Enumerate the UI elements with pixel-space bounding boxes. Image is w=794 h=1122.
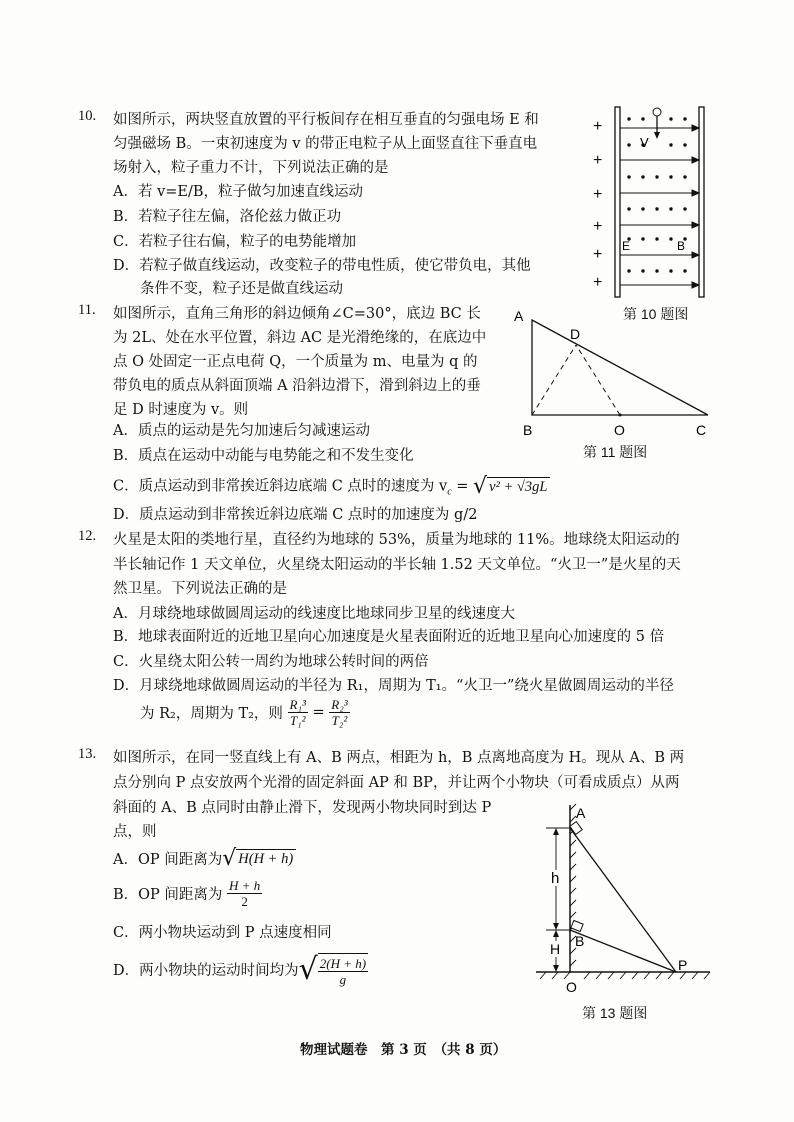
option-b: B．若粒子往左偏，洛伦兹力做正功	[113, 209, 342, 225]
label-b: B	[575, 933, 585, 949]
question-stem-line: 然卫星。下列说法正确的是	[113, 581, 287, 597]
triangle-abc	[532, 320, 708, 415]
question-stem-line: 点 O 处固定一正点电荷 Q，一个质量为 m、电量为 q 的	[113, 354, 478, 370]
option-d: D．月球绕地球做圆周运动的半径为 R₁，周期为 T₁。“火卫一”绕火星做圆周运动的半径	[113, 678, 674, 694]
question-stem-line: 为 2L、处在水平位置，斜边 AC 是光滑绝缘的，在底边中	[113, 330, 487, 346]
option-c	[113, 474, 550, 499]
option-c: C．若粒子往右偏，粒子的电势能增加	[113, 234, 357, 250]
option-a: A．质点的运动是先匀加速后匀减速运动	[113, 423, 370, 439]
question-stem-line: 场射入，粒子重力不计，下列说法正确的是	[113, 160, 389, 176]
option-d-continued: 条件不变，粒子还是做直线运动	[140, 281, 343, 297]
dashed-bd	[532, 345, 576, 415]
label-b: B	[523, 422, 533, 438]
question-stem-line: 半长轴记作 1 天文单位，火星绕太阳运动的半长轴 1.52 天文单位。“火卫一”是火星的天	[113, 557, 681, 573]
question-number: 10.	[78, 108, 97, 124]
svg-text:+: +	[593, 218, 603, 235]
fraction-r1-t1: $\frac{\text{R₁³}}{\text{T₁²}}$	[289, 697, 306, 728]
figure-10-caption: 第 10 题图	[623, 306, 689, 322]
radicand: v² + √3gL	[487, 477, 550, 496]
label-e: E	[622, 239, 631, 253]
option-b-text: B．OP 间距离为	[113, 887, 223, 903]
question-stem-line: 带负电的质点从斜面顶端 A 沿斜边滑下，滑到斜边上的垂	[113, 378, 481, 394]
radical-sign: √	[473, 474, 488, 499]
label-h: h	[551, 870, 560, 887]
label-b: B	[677, 239, 686, 253]
right-plate	[699, 107, 704, 297]
ground-hatching	[540, 972, 710, 979]
subscript-c: c	[447, 486, 452, 498]
fraction-h-over-2: $\frac{H + h}{2}$	[229, 878, 261, 909]
label-o: O	[566, 979, 577, 995]
plus-signs	[593, 118, 602, 291]
option-d-text: 为 R₂，周期为 T₂，则	[140, 706, 283, 722]
figure-13-caption: 第 13 题图	[582, 1005, 648, 1021]
label-a: A	[514, 308, 524, 324]
option-a: A．月球绕地球做圆周运动的线速度比地球同步卫星的线速度大	[113, 606, 515, 622]
label-v: V	[640, 135, 649, 150]
fraction-2h-over-g: $\frac{2(H + h)}{g}$	[318, 953, 368, 987]
figure-13	[528, 800, 733, 1000]
label-p: P	[678, 957, 688, 973]
label-o: O	[614, 422, 625, 438]
figure-11-caption: 第 11 题图	[583, 444, 648, 460]
label-hh: H	[550, 941, 561, 957]
question-stem-line: 点，则	[113, 824, 157, 840]
label-a: A	[576, 805, 586, 821]
option-d-text: D．两小物块的运动时间均为	[113, 963, 299, 979]
question-number: 12.	[78, 528, 97, 544]
option-d: D．质点运动到非常挨近斜边底端 C 点时的加速度为 g/2	[113, 507, 478, 523]
svg-text:+: +	[593, 186, 603, 203]
electric-field-lines	[620, 125, 699, 288]
label-d: D	[570, 326, 581, 342]
equals-sign: =	[451, 478, 474, 495]
sqrt-expression	[222, 846, 296, 871]
option-b	[113, 878, 262, 909]
question-stem-line: 匀强磁场 B。一束初速度为 v 的带正电粒子从上面竖直往下垂直电	[113, 136, 538, 152]
option-a-text: A．OP 间距离为	[113, 852, 223, 868]
fraction-r2-t2: $\frac{\text{R₂³}}{\text{T₂²}}$	[331, 697, 348, 728]
figure-10	[585, 105, 720, 305]
option-a: A．若 v=E/B，粒子做匀加速直线运动	[113, 184, 364, 200]
radicand: H(H + h)	[236, 849, 296, 868]
block-b	[571, 920, 583, 931]
svg-text:+: +	[593, 152, 603, 169]
svg-text:+: +	[593, 118, 603, 135]
particle	[653, 108, 661, 116]
sqrt-expression	[473, 474, 550, 499]
option-c: C．火星绕太阳公转一周约为地球公转时间的两倍	[113, 654, 429, 670]
option-c-text: C．质点运动到非常挨近斜边底端 C 点时的速度为 v	[113, 478, 448, 495]
sqrt-fraction	[299, 952, 368, 987]
question-number: 11.	[78, 302, 96, 318]
option-c: C．两小物块运动到 P 点速度相同	[113, 925, 332, 941]
option-d-continued	[140, 697, 350, 728]
question-number: 13.	[78, 746, 97, 762]
option-a	[113, 846, 296, 871]
svg-text:+: +	[593, 246, 603, 263]
question-stem-line: 火星是太阳的类地行星，直径约为地球的 53%，质量为地球的 11%。地球绕太阳运动的	[113, 532, 680, 548]
option-b: B．质点在运动中动能与电势能之和不发生变化	[113, 448, 414, 464]
question-stem-line: 斜面的 A、B 点同时由静止滑下，发现两小物块同时到达 P	[113, 800, 492, 816]
question-stem-line: 如图所示，两块竖直放置的平行板间存在相互垂直的匀强电场 E 和	[113, 112, 539, 128]
option-b: B．地球表面附近的近地卫星向心加速度是火星表面附近的近地卫星向心加速度的 5 倍	[113, 629, 665, 645]
question-stem-line: 足 D 时速度为 v。则	[113, 402, 249, 418]
left-plate	[615, 107, 620, 297]
svg-text:+: +	[593, 274, 603, 291]
question-stem-line: 如图所示，在同一竖直线上有 A、B 两点，相距为 h，B 点离地高度为 H。现从 A、B 两	[113, 750, 685, 766]
figure-11	[510, 305, 720, 440]
equals-sign: =	[312, 704, 325, 721]
radical-sign: √	[298, 952, 318, 987]
question-stem-line: 点分别向 P 点安放两个光滑的固定斜面 AP 和 BP，并让两个小物块（可看成质点）从两	[113, 775, 680, 791]
page-footer: 物理试题卷 第 3 页 （共 8 页）	[300, 1042, 507, 1058]
radical-sign: √	[222, 846, 237, 871]
option-d: D．若粒子做直线运动，改变粒子的带电性质，使它带负电，其他	[113, 258, 531, 274]
label-c: C	[696, 422, 707, 438]
question-stem-line: 如图所示，直角三角形的斜边倾角∠C=30°，底边 BC 长	[113, 306, 481, 322]
charge-q	[619, 414, 622, 417]
option-d	[113, 952, 368, 987]
